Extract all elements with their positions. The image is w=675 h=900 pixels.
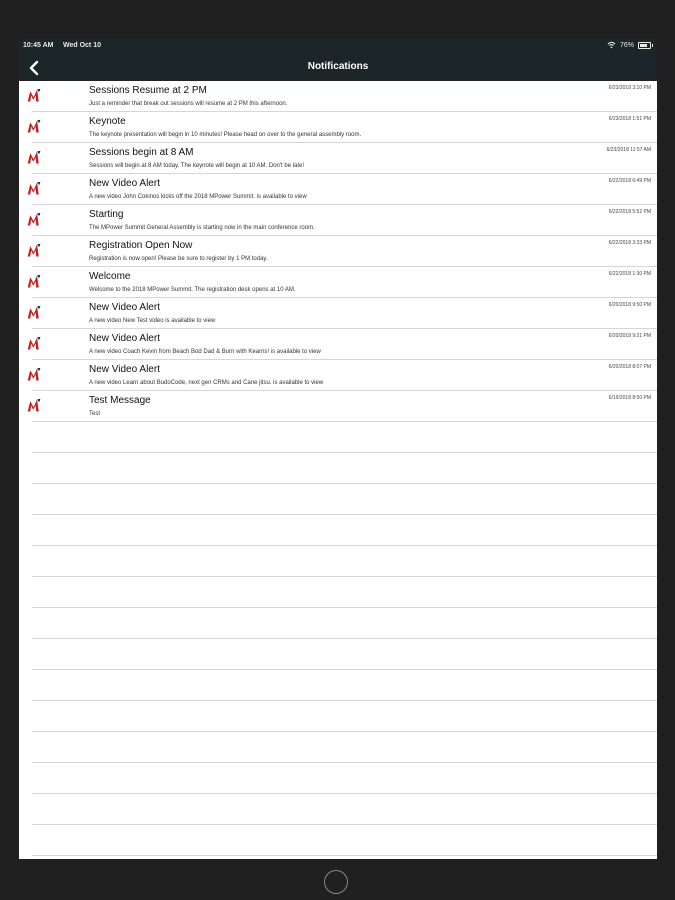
notification-timestamp: 6/22/2018 3:33 PM: [608, 240, 651, 246]
notification-title: Starting: [89, 209, 124, 220]
notification-item[interactable]: [19, 205, 657, 236]
row-divider: [32, 297, 657, 298]
page-title: Notifications: [307, 61, 369, 72]
notification-body: Sessions will begin at 8 AM today. The keynote will begin at 10 AM. Don't be late!: [89, 163, 305, 169]
notification-title: New Video Alert: [89, 178, 160, 189]
notification-title: New Video Alert: [89, 333, 160, 344]
notification-item[interactable]: [19, 174, 657, 205]
notification-title: Welcome: [89, 271, 131, 282]
mpower-logo-icon: [26, 366, 43, 383]
notification-timestamp: 6/20/2018 8:07 PM: [608, 364, 651, 370]
row-divider: [32, 483, 657, 484]
notification-title: Sessions begin at 8 AM: [89, 147, 194, 158]
notification-title: Test Message: [89, 395, 151, 406]
row-divider: [32, 669, 657, 670]
notification-body: Just a reminder that break out sessions will resume at 2 PM this afternoon.: [89, 101, 288, 107]
row-divider: [32, 452, 657, 453]
row-divider: [32, 359, 657, 360]
row-divider: [32, 142, 657, 143]
battery-icon: [638, 42, 651, 49]
row-divider: [32, 514, 657, 515]
notification-item[interactable]: [19, 360, 657, 391]
row-divider: [32, 638, 657, 639]
notification-title: New Video Alert: [89, 364, 160, 375]
notification-timestamp: 6/20/2018 9:50 PM: [608, 302, 651, 308]
row-divider: [32, 700, 657, 701]
wifi-icon: [607, 41, 616, 49]
notification-timestamp: 6/20/2018 9:21 PM: [608, 333, 651, 339]
battery-percent: 76%: [619, 41, 634, 49]
home-button[interactable]: [324, 870, 348, 894]
row-divider: [32, 855, 657, 856]
mpower-logo-icon: [26, 211, 43, 228]
mpower-logo-icon: [26, 149, 43, 166]
status-right-group: [607, 41, 651, 49]
mpower-logo-icon: [26, 118, 43, 135]
notification-timestamp: 6/19/2018 8:50 PM: [608, 395, 651, 401]
notifications-list: [19, 81, 657, 859]
notification-title: Keynote: [89, 116, 126, 127]
notification-timestamp: 6/23/2018 3:10 PM: [608, 85, 651, 91]
navigation-bar: [19, 54, 657, 81]
row-divider: [32, 235, 657, 236]
notification-body: The MPower Summit General Assembly is starting now in the main conference room.: [89, 225, 315, 231]
notification-timestamp: 6/22/2018 6:49 PM: [608, 178, 651, 184]
row-divider: [32, 111, 657, 112]
mpower-logo-icon: [26, 304, 43, 321]
row-divider: [32, 328, 657, 329]
row-divider: [32, 204, 657, 205]
row-divider: [32, 607, 657, 608]
mpower-logo-icon: [26, 273, 43, 290]
notification-item[interactable]: [19, 236, 657, 267]
notification-item[interactable]: [19, 391, 657, 422]
notification-body: Test: [89, 411, 101, 417]
notification-body: Registration is now open! Please be sure to register by 1 PM today.: [89, 256, 268, 262]
notification-item[interactable]: [19, 81, 657, 112]
row-divider: [32, 762, 657, 763]
notification-timestamp: 6/23/2018 1:51 PM: [608, 116, 651, 122]
notification-item[interactable]: [19, 267, 657, 298]
notification-title: Registration Open Now: [89, 240, 193, 251]
notification-body: Welcome to the 2018 MPower Summit. The registration desk opens at 10 AM.: [89, 287, 296, 293]
battery-level: [640, 44, 647, 47]
notification-body: The keynote presentation will begin in 10 minutes! Please head on over to the general assembly room.: [89, 132, 362, 138]
row-divider: [32, 824, 657, 825]
status-time: 10:45 AM: [23, 42, 54, 49]
mpower-logo-icon: [26, 180, 43, 197]
row-divider: [32, 545, 657, 546]
row-divider: [32, 576, 657, 577]
mpower-logo-icon: [26, 242, 43, 259]
notification-title: Sessions Resume at 2 PM: [89, 85, 207, 96]
row-divider: [32, 173, 657, 174]
notification-timestamp: 6/22/2018 5:52 PM: [608, 209, 651, 215]
notification-timestamp: 6/23/2018 11:57 AM: [606, 147, 651, 153]
status-date: Wed Oct 10: [63, 42, 101, 49]
row-divider: [32, 793, 657, 794]
notification-item[interactable]: [19, 112, 657, 143]
notification-item[interactable]: [19, 143, 657, 174]
status-bar: [19, 38, 657, 54]
notification-timestamp: 6/22/2018 1:30 PM: [608, 271, 651, 277]
mpower-logo-icon: [26, 87, 43, 104]
notification-body: A new video John Cokinos kicks off the 2018 MPower Summit. is available to view: [89, 194, 307, 200]
notification-item[interactable]: [19, 298, 657, 329]
mpower-logo-icon: [26, 335, 43, 352]
notification-body: A new video New Test video is available to view: [89, 318, 216, 324]
notification-body: A new video Coach Kevin from Beach Bod Dad & Burn with Kearns! is available to view: [89, 349, 321, 355]
notification-item[interactable]: [19, 329, 657, 360]
notification-title: New Video Alert: [89, 302, 160, 313]
row-divider: [32, 421, 657, 422]
notification-body: A new video Learn about BudoCode, next gen CRMs and Cane jitsu. is available to view: [89, 380, 324, 386]
row-divider: [32, 390, 657, 391]
mpower-logo-icon: [26, 397, 43, 414]
row-divider: [32, 266, 657, 267]
row-divider: [32, 731, 657, 732]
